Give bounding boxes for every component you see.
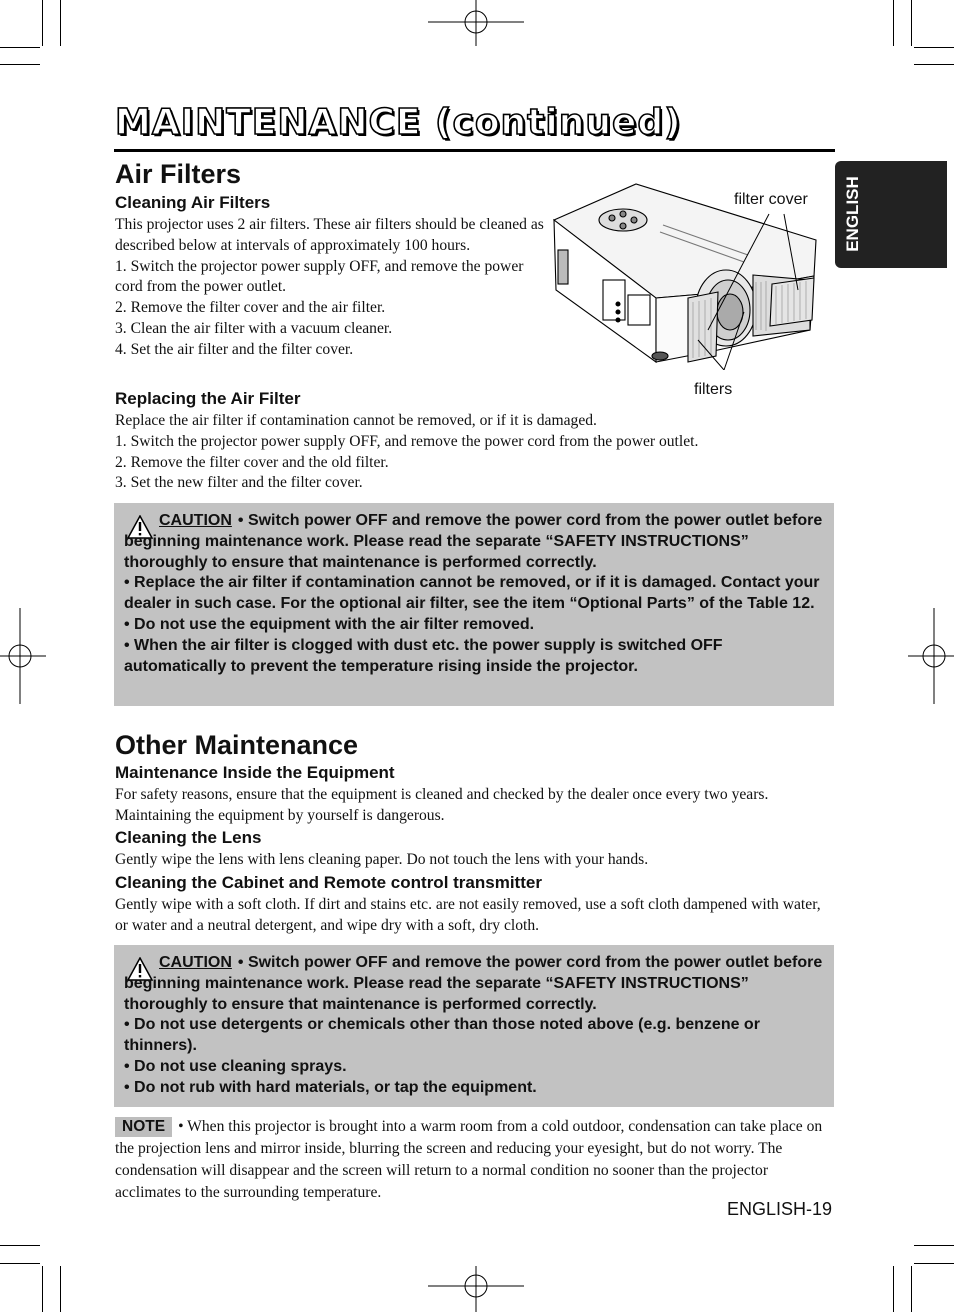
replacing-steps bbox=[115, 411, 825, 494]
cleaning-step-2: 2. Remove the filter cover and the air filter. bbox=[115, 299, 386, 317]
caution-item-2: • Do not use cleaning sprays. bbox=[124, 1057, 347, 1075]
caution-box-air-filters bbox=[114, 503, 834, 706]
cleaning-intro: This projector uses 2 air filters. These air filters should be cleaned as described below at intervals of approximately 100 hours. bbox=[115, 216, 544, 254]
registration-mark-top bbox=[428, 0, 524, 46]
cleaning-cabinet-text: Gently wipe with a soft cloth. If dirt and stains etc. are not easily removed, use a soft cloth dampened with water, or water and a neutral detergent, and wipe dry with a soft, dry cloth. bbox=[115, 896, 821, 934]
language-tab-label: ENGLISH bbox=[843, 176, 862, 252]
cleaning-step-3: 3. Clean the air filter with a vacuum cleaner. bbox=[115, 319, 393, 337]
inside-equipment-text: For safety reasons, ensure that the equipment is cleaned and checked by the dealer once every two years. Maintaining the equipment by yourself is dangerous. bbox=[115, 786, 769, 824]
registration-mark-left bbox=[0, 608, 46, 704]
note-text: • When this projector is brought into a warm room from a cold outdoor, condensation can take place on the projection lens and mirror inside, blurring the screen and reducing your eyesight, but do not worry. The condensation will disappear and the screen will return to a normal condition no sooner than the projector acclimates to the surrounding temperature. bbox=[115, 1118, 823, 1201]
replacing-subheading: Replacing the Air Filter bbox=[115, 389, 301, 408]
note-paragraph bbox=[115, 1116, 833, 1204]
cleaning-step-4: 4. Set the air filter and the filter cover. bbox=[115, 340, 354, 358]
caution-item-1: • Replace the air filter if contamination cannot be removed, or if it is damaged. Contact your dealer in such case. For the optional air filter, see the item “Optional Parts” of the Table 12. bbox=[124, 574, 820, 613]
caution-body bbox=[124, 953, 824, 1099]
cleaning-lens-subheading: Cleaning the Lens bbox=[115, 828, 262, 847]
registration-mark-bottom bbox=[428, 1266, 524, 1312]
registration-mark-right bbox=[908, 608, 954, 704]
language-tab bbox=[835, 161, 947, 268]
caution-body bbox=[124, 511, 824, 677]
air-filters-heading: Air Filters bbox=[115, 159, 242, 189]
replacing-intro: Replace the air filter if contamination cannot be removed, or if it is damaged. bbox=[115, 412, 597, 429]
inside-equipment-subheading: Maintenance Inside the Equipment bbox=[115, 763, 395, 782]
caution-first bbox=[124, 511, 824, 573]
caution-item-3: • Do not rub with hard materials, or tap the equipment. bbox=[124, 1078, 537, 1096]
caution-item-3: • When the air filter is clogged with dust etc. the power supply is switched OFF automatically to prevent the temperature rising inside the projector. bbox=[124, 636, 723, 675]
cleaning-lens-text: Gently wipe the lens with lens cleaning paper. Do not touch the lens with your hands. bbox=[115, 851, 649, 868]
title-rule bbox=[114, 149, 835, 152]
caution-item-2: • Do not use the equipment with the air filter removed. bbox=[124, 615, 535, 633]
caution-box-other bbox=[114, 945, 834, 1107]
caution-label: CAUTION bbox=[159, 512, 232, 529]
cleaning-steps bbox=[115, 215, 545, 361]
other-maintenance-heading: Other Maintenance bbox=[115, 730, 359, 760]
caution-item-1: • Do not use detergents or chemicals other than those noted above (e.g. benzene or thinners). bbox=[124, 1016, 760, 1055]
filter-cover-label: filter cover bbox=[734, 191, 808, 208]
cleaning-cabinet-subheading: Cleaning the Cabinet and Remote control transmitter bbox=[115, 873, 542, 892]
caution-first-text: • Switch power OFF and remove the power cord from the power outlet before beginning maintenance work. Please read the separate “SAFETY INSTRUCTIONS” thoroughly to ensure that maintenance is performed correctly. bbox=[124, 512, 823, 571]
page-title: MAINTENANCE (continued) bbox=[115, 102, 682, 143]
caution-first bbox=[124, 953, 824, 1015]
caution-label: CAUTION bbox=[159, 954, 232, 971]
caution-first-text: • Switch power OFF and remove the power cord from the power outlet before beginning maintenance work. Please read the separate “SAFETY INSTRUCTIONS” thoroughly to ensure that maintenance is performed correctly. bbox=[124, 954, 823, 1013]
replacing-step-2: 2. Remove the filter cover and the old filter. bbox=[115, 453, 389, 471]
note-tag: NOTE bbox=[115, 1117, 172, 1137]
cleaning-step-1: 1. Switch the projector power supply OFF, and remove the power cord from the power outlet. bbox=[115, 257, 524, 296]
filters-label: filters bbox=[694, 381, 733, 398]
replacing-step-3: 3. Set the new filter and the filter cover. bbox=[115, 474, 363, 492]
page-number: ENGLISH-19 bbox=[726, 1199, 832, 1219]
replacing-step-1: 1. Switch the projector power supply OFF, and remove the power cord from the power outlet. bbox=[115, 432, 699, 450]
cleaning-air-filters-subheading: Cleaning Air Filters bbox=[115, 193, 271, 212]
